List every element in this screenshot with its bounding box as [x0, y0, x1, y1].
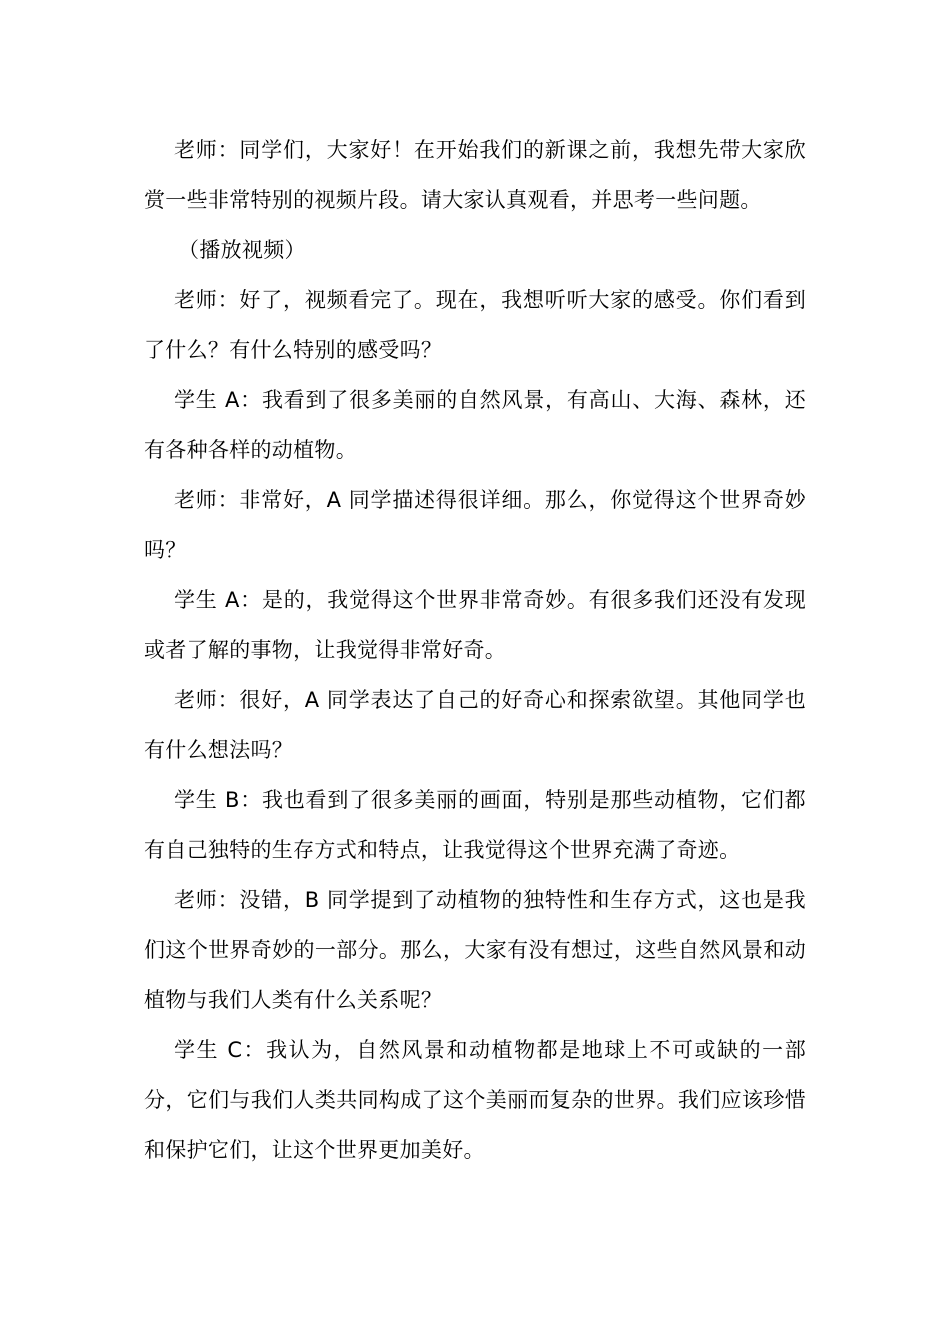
paragraph-stage-direction: （播放视频）	[178, 238, 306, 262]
paragraph-teacher-followup: 老师：非常好，A 同学描述得很详细。那么，你觉得这个世界奇妙吗？	[144, 488, 806, 562]
paragraph-teacher-intro: 老师：同学们，大家好！在开始我们的新课之前，我想先带大家欣赏一些非常特别的视频片段。请大家认真观看，并思考一些问题。	[144, 138, 806, 212]
document-body	[144, 125, 806, 1175]
paragraph-teacher-praise: 老师：很好，A 同学表达了自己的好奇心和探索欲望。其他同学也有什么想法吗？	[144, 688, 806, 762]
paragraph-student-a-reply: 学生 A：是的，我觉得这个世界非常奇妙。有很多我们还没有发现或者了解的事物，让我觉得非常好奇。	[144, 588, 806, 662]
paragraph-teacher-relation-question: 老师：没错，B 同学提到了动植物的独特性和生存方式，这也是我们这个世界奇妙的一部分。那么，大家有没有想过，这些自然风景和动植物与我们人类有什么关系呢？	[144, 888, 806, 1012]
paragraph-student-a-answer: 学生 A：我看到了很多美丽的自然风景，有高山、大海、森林，还有各种各样的动植物。	[144, 388, 806, 462]
paragraph-teacher-question: 老师：好了，视频看完了。现在，我想听听大家的感受。你们看到了什么？有什么特别的感受吗？	[144, 288, 806, 362]
paragraph-student-b-answer: 学生 B：我也看到了很多美丽的画面，特别是那些动植物，它们都有自己独特的生存方式和特点，让我觉得这个世界充满了奇迹。	[144, 788, 806, 862]
paragraph-student-c-answer: 学生 C：我认为，自然风景和动植物都是地球上不可或缺的一部分，它们与我们人类共同构成了这个美丽而复杂的世界。我们应该珍惜和保护它们，让这个世界更加美好。	[144, 1038, 806, 1162]
